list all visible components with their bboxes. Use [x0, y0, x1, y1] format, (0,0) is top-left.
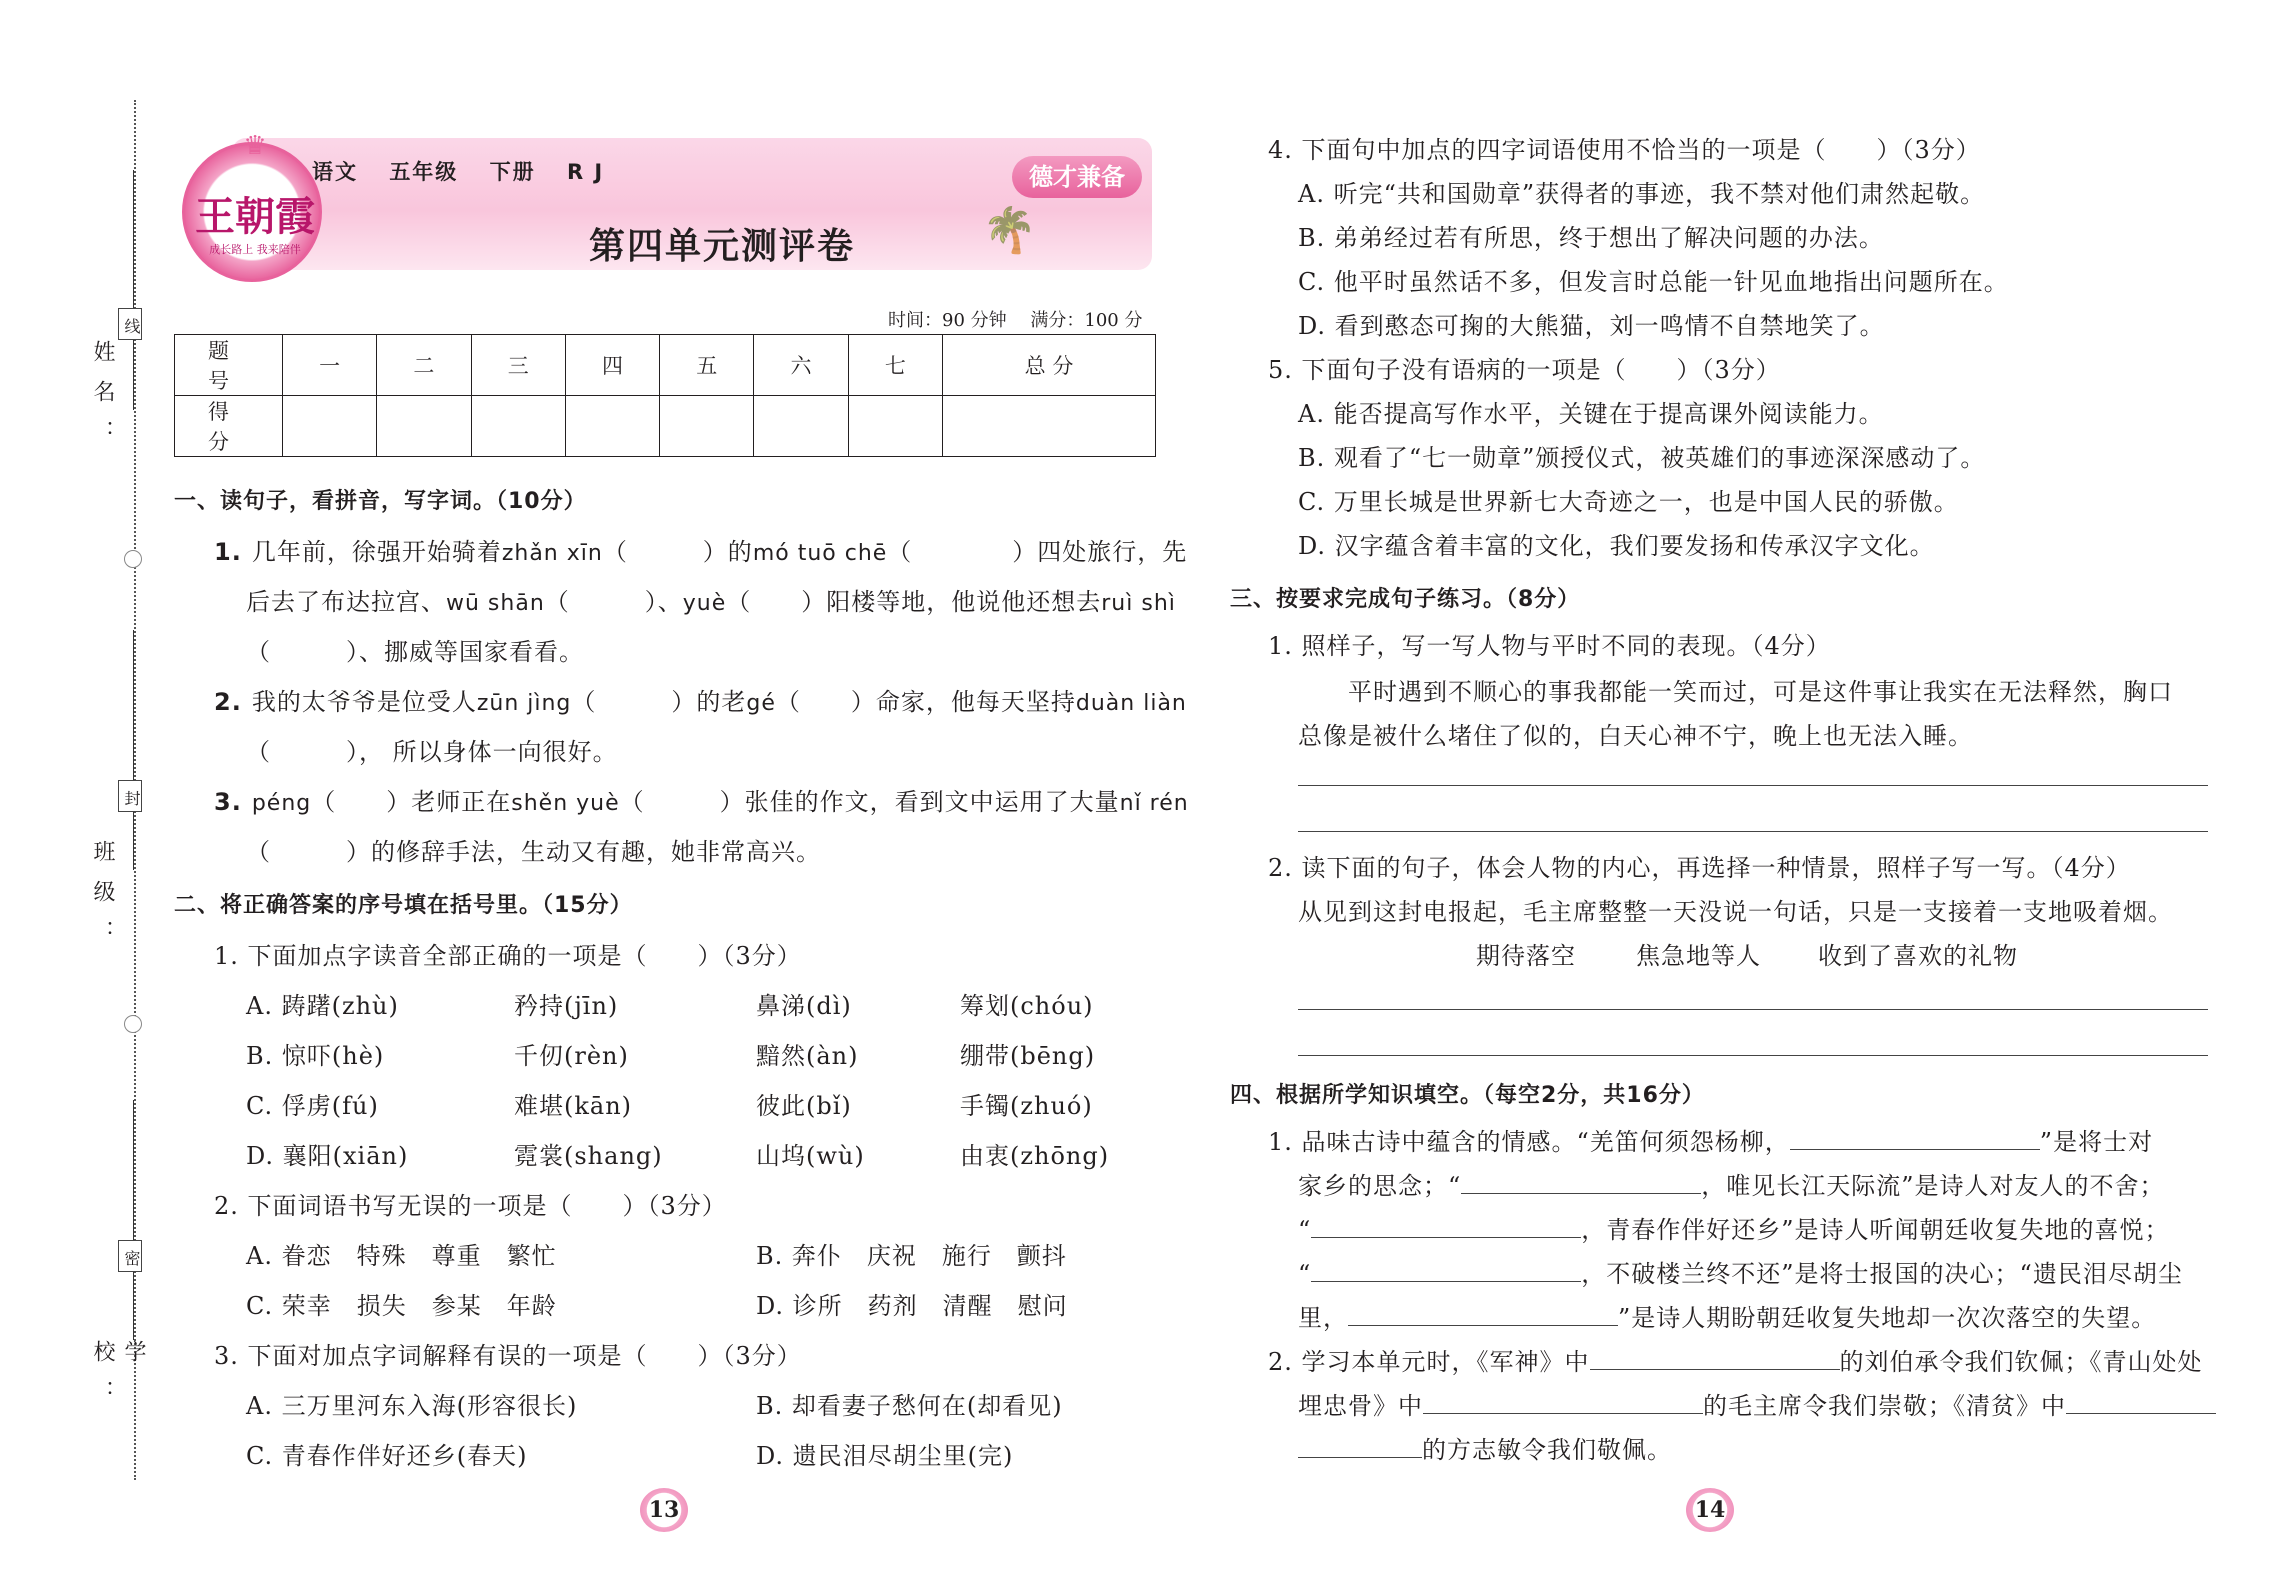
s2-q1-stem: 1. 下面加点字读音全部正确的一项是（ ）（3分）: [214, 942, 802, 970]
full-score: 满分：100 分: [1030, 310, 1143, 331]
text: ，不破楼兰终不还”是将士报国的决心；“遗民泪尽胡尘: [1581, 1260, 2183, 1288]
score-input-cell[interactable]: [660, 396, 754, 457]
s4-q1-line4: [1298, 1254, 2183, 1289]
option[interactable]: D. 看到憨态可掬的大熊猫，刘一鸣情不自禁地笑了。: [1298, 312, 1885, 340]
right-page: [1146, 0, 2291, 1582]
option: 由衷(zhōng): [960, 1142, 1110, 1170]
pinyin: nǐ rén: [1119, 791, 1189, 816]
pinyin: péng: [251, 791, 312, 816]
option: 黯然(àn): [756, 1042, 859, 1070]
pinyin: mó tuō chē: [752, 541, 888, 566]
mark-xian: 线: [118, 308, 142, 340]
option: 筹划(chóu): [960, 992, 1094, 1020]
section-4-heading: 四、根据所学知识填空。（每空2分，共16分）: [1230, 1083, 1705, 1108]
option[interactable]: A. 踌躇(zhù): [246, 992, 399, 1020]
fill-blank[interactable]: [1348, 1304, 1618, 1326]
fill-blank[interactable]: [1311, 1260, 1581, 1282]
q-number: 2.: [214, 688, 242, 716]
score-cell: 三: [471, 335, 565, 396]
text: （ ）阳楼等地，他说他还想去: [726, 588, 1102, 616]
option[interactable]: D. 遗民泪尽胡尘里(完): [756, 1442, 1014, 1470]
option[interactable]: B. 惊吓(hè): [246, 1042, 385, 1070]
q-number: 1.: [214, 538, 242, 566]
mark-mi: 密: [118, 1240, 142, 1272]
scenario-choice[interactable]: 期待落空: [1476, 942, 1576, 970]
s1-q3-line2[interactable]: （ ）的修辞手法，生动又有趣，她非常高兴。: [246, 838, 821, 866]
text: ”是诗人期盼朝廷收复失地却一次次落空的失望。: [1618, 1304, 2157, 1332]
text: 2. 学习本单元时，《军神》中: [1268, 1348, 1590, 1376]
blank-text[interactable]: （ ）老师正在: [311, 788, 512, 816]
option[interactable]: B. 观看了“七一勋章”颁授仪式，被英雄们的事迹深深感动了。: [1298, 444, 1986, 472]
option[interactable]: C. 俘虏(fú): [246, 1092, 379, 1120]
score-input-cell[interactable]: [377, 396, 471, 457]
school-underline: [133, 1100, 134, 1340]
answer-line[interactable]: [1298, 1054, 2208, 1056]
s3-q1-example-1: 平时遇到不顺心的事我都能一笑而过，可是这件事让我实在无法释然，胸口: [1348, 678, 2173, 706]
s1-q1-line3[interactable]: （ ）、挪威等国家看看。: [246, 638, 584, 666]
scenario-choice[interactable]: 焦急地等人: [1636, 942, 1761, 970]
s3-q1-stem: 1. 照样子，写一写人物与平时不同的表现。（4分）: [1268, 632, 1831, 660]
s2-q2-stem: 2. 下面词语书写无误的一项是（ ）（3分）: [214, 1192, 727, 1220]
option: 山坞(wù): [756, 1142, 865, 1170]
palm-tree-icon: 🌴: [982, 205, 1037, 256]
term: 下册: [489, 160, 536, 184]
option[interactable]: D. 汉字蕴含着丰富的文化，我们要发扬和传承汉字文化。: [1298, 532, 1935, 560]
score-table: [174, 334, 1156, 457]
blank-text[interactable]: （ ）的老: [571, 688, 747, 716]
option: 矜持(jīn): [514, 992, 619, 1020]
fill-blank[interactable]: [1790, 1128, 2040, 1150]
text: ，唯见长江天际流”是诗人对友人的不舍；: [1701, 1172, 2165, 1200]
answer-line[interactable]: [1298, 784, 2208, 786]
option[interactable]: C. 荣幸 损失 参某 年龄: [246, 1292, 557, 1320]
text: 我的太爷爷是位受人: [251, 688, 477, 716]
name-underline: [133, 170, 134, 410]
score-cell: 七: [848, 335, 942, 396]
score-input-cell[interactable]: [283, 396, 377, 457]
option[interactable]: D. 诊所 药剂 清醒 慰问: [756, 1292, 1068, 1320]
s1-q2-line2[interactable]: （ ）， 所以身体一向很好。: [246, 738, 618, 766]
pinyin: wū shān: [446, 591, 545, 616]
s1-q1-line1: [214, 532, 1187, 567]
option[interactable]: D. 襄阳(xiān): [246, 1142, 409, 1170]
text: “: [1298, 1216, 1312, 1244]
brand-name: 王朝霞: [195, 193, 315, 240]
s4-q2-line3: [1298, 1430, 1672, 1465]
binding-strip: [0, 0, 146, 1582]
s4-q1-line2: [1298, 1166, 2165, 1201]
option: 霓裳(shang): [514, 1142, 663, 1170]
answer-line[interactable]: [1298, 1008, 2208, 1010]
score-table-row: [175, 396, 1156, 457]
page-number: 13: [640, 1488, 688, 1532]
score-cell: 四: [565, 335, 659, 396]
score-cell: 二: [377, 335, 471, 396]
option[interactable]: A. 能否提高写作水平，关键在于提高课外阅读能力。: [1298, 400, 1884, 428]
option[interactable]: A. 三万里河东入海(形容很长): [246, 1392, 578, 1420]
fill-blank[interactable]: [1423, 1392, 1703, 1414]
option: 千仞(rèn): [514, 1042, 629, 1070]
answer-line[interactable]: [1298, 830, 2208, 832]
blank-text[interactable]: （ ）命家，他每天坚持: [775, 688, 1076, 716]
pinyin: zhǎn xīn: [501, 541, 603, 566]
q-number: 3.: [214, 788, 242, 816]
text: ，青春作伴好还乡”是诗人听闻朝廷收复失地的喜悦；: [1581, 1216, 2170, 1244]
option[interactable]: C. 他平时虽然话不多，但发言时总能一针见血地指出问题所在。: [1298, 268, 2009, 296]
option[interactable]: B. 奔仆 庆祝 施行 颤抖: [756, 1242, 1067, 1270]
s3-q2-example: 从见到这封电报起，毛主席整整一天没说一句话，只是一支接着一支地吸着烟。: [1298, 898, 2173, 926]
s2-q3-stem: 3. 下面对加点字词解释有误的一项是（ ）（3分）: [214, 1342, 802, 1370]
score-cell: 题 号: [175, 335, 283, 396]
s2-q4-stem: 4. 下面句中加点的四字词语使用不恰当的一项是（ ）（3分）: [1268, 136, 1981, 164]
section-2-heading: 二、将正确答案的序号填在括号里。（15分）: [174, 893, 633, 918]
page-number: 14: [1686, 1488, 1734, 1532]
option: 手镯(zhuó): [960, 1092, 1093, 1120]
text: 家乡的思念；“: [1298, 1172, 1462, 1200]
crown-icon: ♛: [243, 131, 267, 161]
fill-blank[interactable]: [1298, 1436, 1422, 1458]
option: 难堪(kān): [514, 1092, 633, 1120]
name-field[interactable]: [55, 160, 125, 500]
score-input-cell[interactable]: [471, 396, 565, 457]
mark-feng: 封: [118, 780, 142, 812]
fill-blank[interactable]: [2066, 1392, 2216, 1414]
edition: R J: [566, 160, 605, 184]
option[interactable]: C. 万里长城是世界新七大奇迹之一，也是中国人民的骄傲。: [1298, 488, 1959, 516]
pinyin: ruì shì: [1101, 591, 1176, 616]
score-input-cell[interactable]: [848, 396, 942, 457]
fill-blank[interactable]: [1311, 1216, 1581, 1238]
motto-badge: 德才兼备: [1012, 156, 1142, 198]
option[interactable]: A. 眷恋 特殊 尊重 繁忙: [246, 1242, 557, 1270]
text: 的刘伯承令我们钦佩；《青山处处: [1839, 1348, 2203, 1376]
scenario-choice[interactable]: 收到了喜欢的礼物: [1818, 942, 2018, 970]
s1-q1-line2: [246, 582, 1176, 617]
option[interactable]: C. 青春作伴好还乡(春天): [246, 1442, 528, 1470]
score-cell: 总 分: [942, 335, 1155, 396]
text: 埋忠骨》中: [1298, 1392, 1423, 1420]
s4-q1-line1: [1268, 1122, 2153, 1157]
s2-q5-stem: 5. 下面句子没有语病的一项是（ ）（3分）: [1268, 356, 1781, 384]
score-cell: 一: [283, 335, 377, 396]
option[interactable]: B. 却看妻子愁何在(却看见): [756, 1392, 1063, 1420]
class-label: 班级：: [90, 840, 115, 960]
page-title: 第四单元测评卷: [588, 226, 855, 267]
section-3-heading: 三、按要求完成句子练习。（8分）: [1230, 587, 1581, 612]
text: “: [1298, 1260, 1312, 1288]
book-meta: [312, 156, 626, 186]
score-input-cell[interactable]: [565, 396, 659, 457]
option[interactable]: A. 听完“共和国勋章”获得者的事迹，我不禁对他们肃然起敬。: [1298, 180, 1986, 208]
s4-q2-line2: [1298, 1386, 2216, 1421]
brand-logo: [182, 131, 322, 282]
grade: 五年级: [389, 160, 459, 184]
blank-text[interactable]: （ ）、: [544, 588, 683, 616]
option: 鼻涕(dì): [756, 992, 852, 1020]
blank-text[interactable]: （ ）四处旅行，先: [887, 538, 1188, 566]
s4-q2-line1: [1268, 1342, 2203, 1377]
pinyin: zūn jìng: [476, 691, 572, 716]
text: 1. 品味古诗中蕴含的情感。“羌笛何须怨杨柳，: [1268, 1128, 1790, 1156]
text: ”是将士对: [2039, 1128, 2154, 1156]
score-row-label: 得 分: [175, 396, 283, 457]
text: 后去了布达拉宫、: [246, 588, 446, 616]
blank-text[interactable]: （ ）张佳的作文，看到文中运用了大量: [619, 788, 1120, 816]
score-cell: 六: [754, 335, 848, 396]
s4-q1-line3: [1298, 1210, 2170, 1245]
time-limit: 时间：90 分钟: [888, 310, 1007, 331]
pinyin: yuè: [682, 591, 727, 616]
brand-tagline: 成长路上 我来陪伴: [209, 243, 301, 256]
class-underline: [133, 630, 134, 870]
subject: 语文: [312, 160, 358, 184]
text: 几年前，徐强开始骑着: [251, 538, 502, 566]
blank-text[interactable]: （ ）的: [602, 538, 753, 566]
text: 里，: [1298, 1304, 1348, 1332]
binding-hole-2: [124, 1015, 142, 1033]
class-field[interactable]: [55, 620, 125, 960]
school-field[interactable]: [55, 1090, 146, 1430]
score-input-cell[interactable]: [942, 396, 1155, 457]
score-table-header: [175, 335, 1156, 396]
s4-q1-line5: [1298, 1298, 2156, 1333]
time-info: [870, 306, 1142, 332]
school-label: 学校：: [90, 1340, 146, 1420]
s1-q2-line1: [214, 682, 1187, 717]
option[interactable]: B. 弟弟经过若有所思，终于想出了解决问题的办法。: [1298, 224, 1884, 252]
pinyin: gé: [746, 691, 776, 716]
score-input-cell[interactable]: [754, 396, 848, 457]
name-label: 姓名：: [90, 340, 115, 460]
s3-q2-stem: 2. 读下面的句子，体会人物的内心，再选择一种情景，照样子写一写。（4分）: [1268, 854, 2131, 882]
fill-blank[interactable]: [1461, 1172, 1701, 1194]
pinyin: duàn liàn: [1075, 691, 1187, 716]
option: 彼此(bǐ): [756, 1092, 852, 1120]
section-1-heading: 一、读句子，看拼音，写字词。（10分）: [174, 489, 587, 514]
score-cell: 五: [660, 335, 754, 396]
text: 的毛主席令我们崇敬；《清贫》中: [1703, 1392, 2066, 1420]
s3-q1-example-2: 总像是被什么堵住了似的，白天心神不宁，晚上也无法入睡。: [1298, 722, 1973, 750]
header-banner: [172, 131, 1152, 270]
s1-q3-line1: [214, 782, 1189, 817]
option: 绷带(bēng): [960, 1042, 1096, 1070]
pinyin: shěn yuè: [511, 791, 620, 816]
fill-blank[interactable]: [1590, 1348, 1840, 1370]
binding-hole-1: [124, 550, 142, 568]
text: 的方志敏令我们敬佩。: [1422, 1436, 1672, 1464]
